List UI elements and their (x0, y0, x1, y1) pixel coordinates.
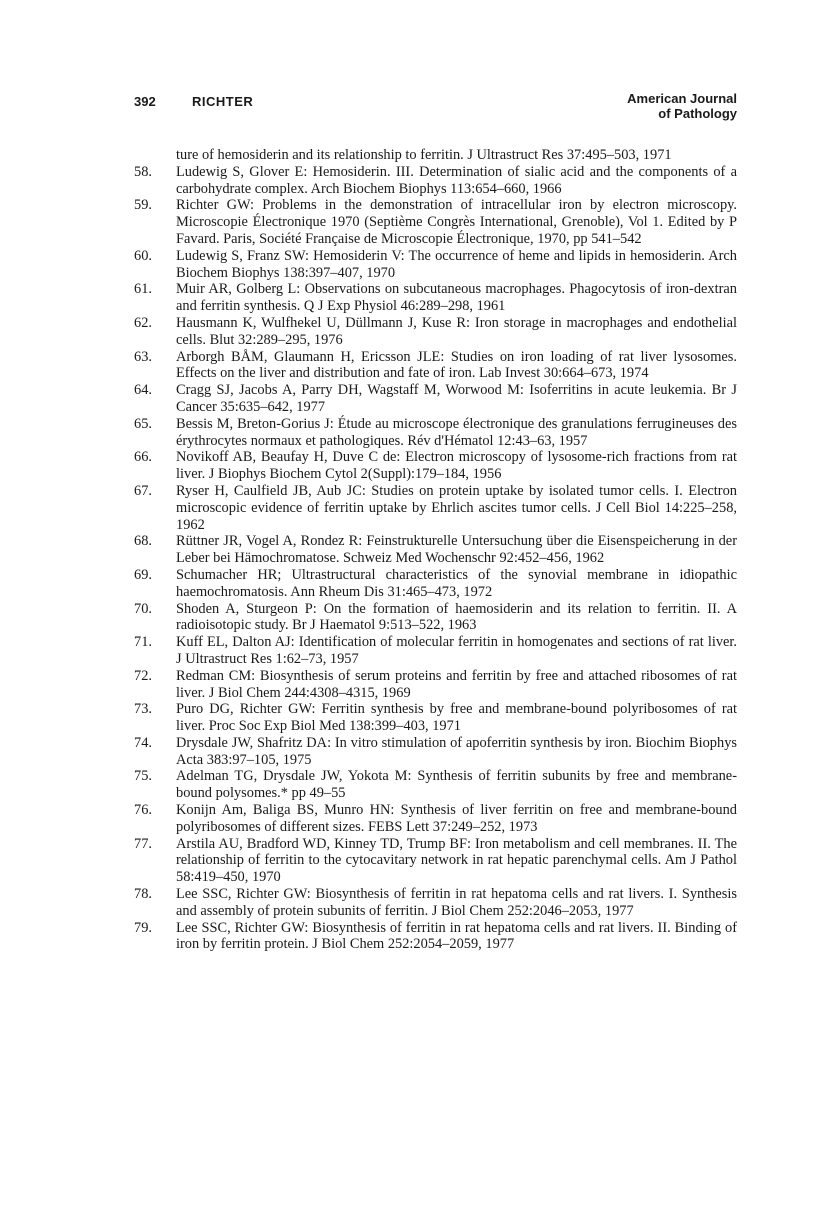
reference-number: 58. (134, 163, 152, 180)
reference-item (134, 701, 737, 735)
reference-item (134, 281, 737, 315)
reference-item (134, 567, 737, 601)
reference-text: Ludewig S, Glover E: Hemosiderin. III. Determination of sialic acid and the components of a carbohydrate complex. Arch Biochem Biophys 113:654–660, 1966 (176, 163, 737, 197)
reference-item (134, 382, 737, 416)
reference-item (134, 601, 737, 635)
reference-text: Ludewig S, Franz SW: Hemosiderin V: The occurrence of heme and lipids in hemosiderin. Arch Biochem Biophys 138:397–407, 1970 (176, 247, 737, 281)
reference-text: Ryser H, Caulfield JB, Aub JC: Studies on protein uptake by isolated tumor cells. I. Electron microscopic evidence of ferritin uptake by Ehrlich ascites tumor cells. J Cell Biol 14:225–258, 1962 (176, 482, 737, 533)
reference-number: 67. (134, 482, 152, 499)
journal-title (627, 91, 737, 121)
reference-number: 77. (134, 835, 152, 852)
journal-title-line2: of Pathology (658, 106, 737, 121)
reference-item (134, 483, 737, 533)
reference-list (134, 147, 737, 953)
reference-item (134, 920, 737, 954)
reference-text: ture of hemosiderin and its relationship to ferritin. J Ultrastruct Res 37:495–503, 1971 (176, 147, 672, 163)
reference-text: Puro DG, Richter GW: Ferritin synthesis by free and membrane-bound polyribosomes of rat liver. Proc Soc Exp Biol Med 138:399–403, 1971 (176, 701, 737, 735)
running-head: RICHTER (192, 94, 254, 109)
reference-text: Redman CM: Biosynthesis of serum proteins and ferritin by free and attached ribosomes of rat liver. J Biol Chem 244:4308–4315, 1969 (176, 667, 737, 701)
reference-text: Lee SSC, Richter GW: Biosynthesis of ferritin in rat hepatoma cells and rat livers. II. Binding of iron by ferritin protein. J Biol Chem 252:2054–2059, 1977 (176, 919, 737, 953)
reference-number: 61. (134, 281, 152, 298)
reference-continuation (134, 147, 737, 164)
journal-title-line1: American Journal (627, 91, 737, 106)
reference-text: Arstila AU, Bradford WD, Kinney TD, Trump BF: Iron metabolism and cell membranes. II. The relationship of ferritin to the cytocavitary network in rat hepatic parenchymal cells. Am J Pathol 58:419–450, 1970 (176, 835, 737, 886)
reference-number: 68. (134, 533, 152, 550)
reference-item (134, 315, 737, 349)
reference-number: 71. (134, 634, 152, 651)
reference-number: 65. (134, 415, 152, 432)
reference-number: 66. (134, 449, 152, 466)
reference-text: Konijn Am, Baliga BS, Munro HN: Synthesis of liver ferritin on free and membrane-bound polyribosomes of different sizes. FEBS Lett 37:249–252, 1973 (176, 802, 737, 835)
reference-number: 62. (134, 314, 152, 331)
reference-text: Kuff EL, Dalton AJ: Identification of molecular ferritin in homogenates and sections of rat liver. J Ultrastruct Res 1:62–73, 1957 (176, 634, 737, 667)
reference-text: Cragg SJ, Jacobs A, Parry DH, Wagstaff M, Worwood M: Isoferritins in acute leukemia. Br J Cancer 35:635–642, 1977 (176, 382, 737, 415)
reference-number: 74. (134, 734, 152, 751)
reference-number: 69. (134, 566, 152, 583)
reference-number: 63. (134, 348, 152, 365)
reference-number: 78. (134, 886, 152, 903)
reference-number: 76. (134, 802, 152, 819)
reference-text: Adelman TG, Drysdale JW, Yokota M: Synthesis of ferritin subunits by free and membrane-bound polysomes.* pp 49–55 (176, 768, 737, 802)
reference-item (134, 802, 737, 836)
reference-text: Bessis M, Breton-Gorius J: Étude au microscope électronique des granulations ferrugineuses des érythrocytes normaux et pathologiques. Rév d'Hématol 12:43–63, 1957 (176, 415, 737, 449)
reference-item (134, 416, 737, 450)
reference-number: 60. (134, 247, 152, 264)
reference-item (134, 886, 737, 920)
reference-text: Rüttner JR, Vogel A, Rondez R: Feinstrukturelle Untersuchung über die Eisenspeicherung in der Leber bei Hämochromatose. Schweiz Med Wochenschr 92:452–456, 1962 (176, 533, 737, 567)
reference-number: 75. (134, 768, 152, 785)
reference-number: 59. (134, 197, 152, 214)
reference-item (134, 735, 737, 769)
reference-item (134, 164, 737, 198)
reference-text: Muir AR, Golberg L: Observations on subcutaneous macrophages. Phagocytosis of iron-dextran and ferritin synthesis. Q J Exp Physiol 46:289–298, 1961 (176, 281, 737, 315)
reference-text: Schumacher HR; Ultrastructural characteristics of the synovial membrane in idiopathic haemochromatosis. Ann Rheum Dis 31:465–473, 1972 (176, 566, 737, 600)
reference-item (134, 836, 737, 886)
reference-item (134, 768, 737, 802)
reference-text: Richter GW: Problems in the demonstration of intracellular iron by electron microscopy. Microscopie Électronique 1970 (Septième Congrès International, Grenoble), Vol 1. Edited by P Favard. Paris, Société Française de Microscopie Électronique, 1970, pp 541–542 (176, 197, 737, 247)
reference-text: Drysdale JW, Shafritz DA: In vitro stimulation of apoferritin synthesis by iron. Biochim Biophys Acta 383:97–105, 1975 (176, 734, 737, 768)
reference-text: Lee SSC, Richter GW: Biosynthesis of ferritin in rat hepatoma cells and rat livers. I. Synthesis and assembly of protein subunits of ferritin. J Biol Chem 252:2046–2053, 1977 (176, 886, 737, 919)
reference-text: Novikoff AB, Beaufay H, Duve C de: Electron microscopy of lysosome-rich fractions from rat liver. J Biophys Biochem Cytol 2(Suppl):179–184, 1956 (176, 449, 737, 483)
reference-number: 73. (134, 701, 152, 718)
reference-text: Hausmann K, Wulfhekel U, Düllmann J, Kuse R: Iron storage in macrophages and endothelial cells. Blut 32:289–295, 1976 (176, 314, 737, 348)
reference-text: Arborgh BÅM, Glaumann H, Ericsson JLE: Studies on iron loading of rat liver lysosomes. Effects on the liver and distribution and fate of iron. Lab Invest 30:664–673, 1974 (176, 348, 737, 382)
reference-item (134, 349, 737, 383)
reference-item (134, 449, 737, 483)
reference-number: 64. (134, 382, 152, 399)
reference-item (134, 248, 737, 282)
page-number: 392 (134, 94, 156, 109)
reference-text: Shoden A, Sturgeon P: On the formation of haemosiderin and its relation to ferritin. II. A radioisotopic study. Br J Haematol 9:513–522, 1963 (176, 600, 737, 634)
reference-item (134, 197, 737, 247)
reference-item (134, 668, 737, 702)
reference-number: 70. (134, 600, 152, 617)
reference-item (134, 533, 737, 567)
reference-item (134, 634, 737, 668)
reference-number: 72. (134, 667, 152, 684)
reference-number: 79. (134, 919, 152, 936)
